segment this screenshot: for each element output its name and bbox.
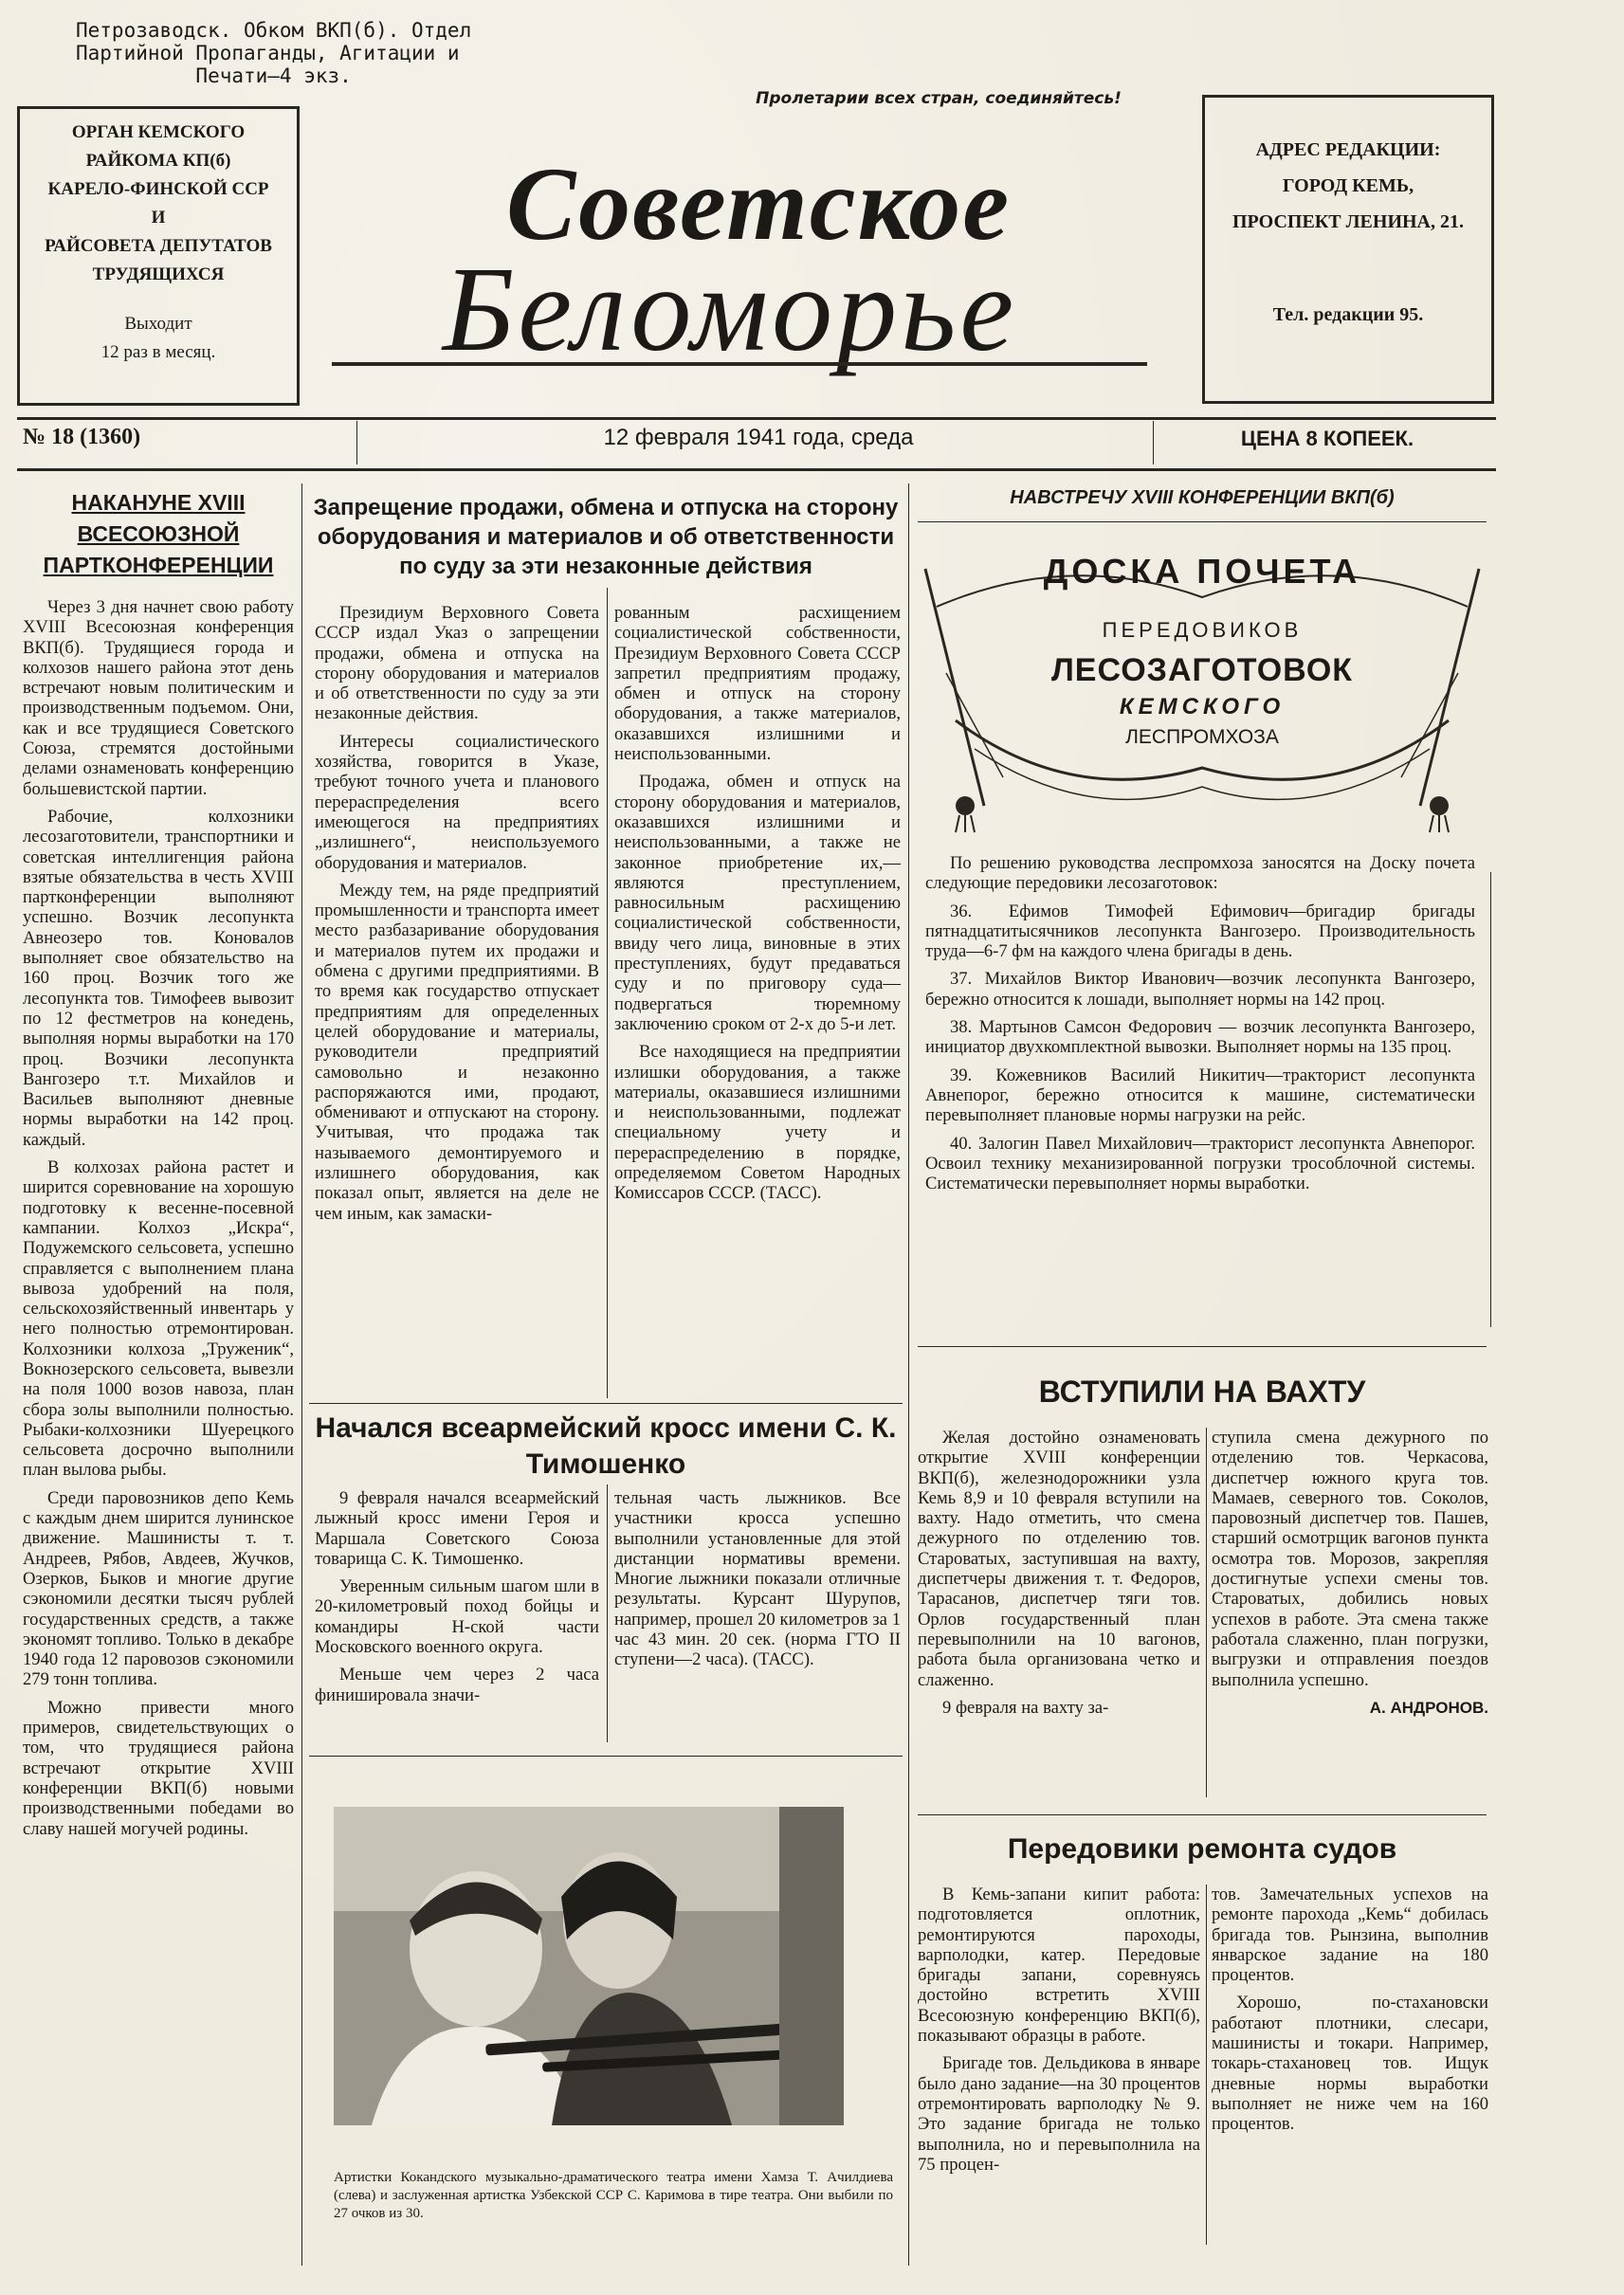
motto: Пролетарии всех стран, соединяйтесь! (756, 89, 1122, 108)
repair-column-divider (1206, 1885, 1207, 2245)
archive-stamp: Петрозаводск. Обком ВКП(б). Отдел Партийной Пропаганды, Агитации и Печати—4 экз. (76, 19, 472, 87)
honor-line3: ЛЕСОЗАГОТОВОК (1050, 652, 1354, 688)
watch-headline: ВСТУПИЛИ НА ВАХТУ (1038, 1375, 1366, 1409)
honor-banner: НАВСТРЕЧУ XVIII КОНФЕРЕНЦИИ ВКП(б) (1010, 487, 1395, 508)
publisher-line: И (151, 208, 166, 228)
paragraph: Продажа, обмен и отпуск на сторону оборудования и материалов, оказавшихся излишними и неиспользованными, а также не законное приобретение их,—являются преступлением, равносильным расхищению социалистической собственности, ввиду чего лица, виновные в этих преступлениях, будут предаваться суду и по приговору суда—подвергаться тюремному заключению сроком от 2-х до 5-и лет. (614, 772, 901, 1034)
honor-list (925, 853, 1475, 1327)
photo-illustration (334, 1807, 844, 2125)
watch-column-1 (918, 1428, 1200, 1807)
publisher-line: РАЙКОМА КП(б) (85, 151, 231, 171)
address-line2: ГОРОД КЕМЬ, (1282, 175, 1414, 196)
honor-title: ДОСКА ПОЧЕТА (1043, 552, 1361, 591)
paragraph: Рабочие, колхозники лесозаготовители, транспортники и советская интеллигенция района взятые обязательства в честь XVIII партконференции выполняют успешно. Возчик лесопункта Авнеозеро тов. Коновалов выполняет свое обязательство на 160 проц. Возчик того же лесопункта тов. Тимофеев вывозит по 12 фестметров на конедень, выполняя нормы выработки на 170 проц. Возчики лесопункта Вангозеро т.т. Михайлов и Васильев выполняют дневные нормы выработки на 142 проц. каждый. (23, 806, 294, 1150)
left-article-headline: НАКАНУНЕ XVIII ВСЕСОЮЗНОЙ ПАРТКОНФЕРЕНЦИИ (43, 490, 274, 577)
list-item: 39. Кожевников Василий Никитич—тракторист лесопункта Авнепорог, бережно относится к машине, систематически перевыполняет плановые нормы нагрузки на рейс. (925, 1065, 1475, 1126)
paragraph: Можно привести много примеров, свидетельствующих о том, что трудящиеся района встречают открытие XVIII конференции ВКП(б) новыми производственными победами во славу нашей могучей родины. (23, 1697, 294, 1839)
paragraph: ступила смена дежурного по отделению тов. Черкасова, диспетчер южного круга тов. Мамаев, северного тов. Соколов, паровозный диспетчер тов. Пашев, старший осмотрщик вагонов пункта осмотра тов. Морозов, закрепляя достигнутые успехи смены тов. Староватых, добились новых успехов в работе. Эта смена также работала слаженно, план погрузки, выгрузки и отправления поездов выполнила успешно. (1212, 1428, 1488, 1690)
issue-date: 12 февраля 1941 года, среда (603, 425, 914, 450)
column-divider-1 (301, 483, 302, 2266)
photo-actresses-shooting (334, 1807, 844, 2125)
paragraph: В колхозах района растет и ширится соревнование на хорошую подготовку к весенне-посевной кампании. Колхоз „Искра“, Подужемского сельсовета, успешно справляется с выполнением плана вывоза удобрений на поля, сельскохозяйственный инвентарь у него полностью отремонтирован. Колхозники колхоза „Труженик“, Вокнозерского сельсовета, вывезли на поля 1000 возов навоза, план сбора золы выполнили полностью. Рыбаки-колхозники Шуерецкого сельсовета досрочно выполнили план вылова рыбы. (23, 1157, 294, 1481)
masthead-line1: Советское (505, 146, 1012, 262)
cross-headline: Начался всеармейский кросс имени С. К. Тимошенко (315, 1412, 897, 1480)
paragraph: По решению руководства леспромхоза заносятся на Доску почета следующие передовики лесозаготовок: (925, 853, 1475, 894)
left-article-body (23, 597, 294, 2237)
publisher-line: ТРУДЯЩИХСЯ (92, 264, 225, 284)
decree-column-1 (315, 603, 599, 1397)
publisher-line: 12 раз в месяц. (100, 342, 216, 362)
address-line1: АДРЕС РЕДАКЦИИ: (1255, 139, 1441, 160)
masthead-line2: Беломорье (442, 242, 1018, 376)
cross-column-divider (607, 1484, 608, 1742)
paragraph: Через 3 дня начнет свою работу XVIII Всесоюзная конференция ВКП(б). Трудящиеся города и колхозов нашего района этот день встречают новым политическим и производственным подъемом. Они, как и все трудящиеся Советского Союза, стремятся достойными делами ознаменовать конференцию большевистской партии. (23, 597, 294, 799)
repair-headline: Передовики ремонта судов (1007, 1833, 1397, 1865)
issue-number: № 18 (1360) (23, 425, 141, 449)
paragraph: Уверенным сильным шагом шли в 20-километровый поход бойцы и командиры Н-ской части Московского военного округа. (315, 1576, 599, 1658)
publisher-info (27, 118, 289, 367)
paragraph: тов. Замечательных успехов на ремонте парохода „Кемь“ добилась бригада тов. Рынзина, выполнив январское задание на 180 процентов. (1212, 1885, 1488, 1986)
watch-bottom-rule (918, 1814, 1487, 1815)
paragraph: тельная часть лыжников. Все участники кросса успешно выполнили установленные для этой дистанции нормативы времени. Многие лыжники показали отличные результаты. Курсант Шурупов, например, прошел 20 километров за 1 час 43 мин. 20 сек. (норма ГТО II ступени—2 часа). (ТАСС). (614, 1488, 901, 1670)
decree-headline: Запрещение продажи, обмена и отпуска на сторону оборудования и материалов и об ответственности по суду за эти незаконные действия (313, 495, 899, 579)
honor-line2: ПЕРЕДОВИКОВ (1102, 618, 1303, 642)
decree-column-2 (614, 603, 901, 1397)
repair-column-2 (1212, 1885, 1488, 2264)
honor-side-rule (1490, 872, 1491, 1327)
price: ЦЕНА 8 КОПЕЕК. (1240, 427, 1414, 450)
paragraph: Меньше чем через 2 часа финишировала значи- (315, 1665, 599, 1705)
paragraph: Президиум Верховного Совета СССР издал Указ о запрещении продажи, обмена и отпуска на сторону оборудования и материалов и об ответственности по суду за эти незаконные действия. (315, 603, 599, 724)
list-item: 38. Мартынов Самсон Федорович — возчик лесопункта Вангозеро, инициатор двухкомплектной вывозки. Выполняет нормы на 135 проц. (925, 1017, 1475, 1058)
publisher-line: РАЙСОВЕТА ДЕПУТАТОВ (45, 236, 272, 256)
phone-line: Тел. редакции 95. (1272, 304, 1424, 325)
paragraph: Бригаде тов. Дельдикова в январе было дано задание—на 30 процентов отремонтировать варполодку № 9. Это задание бригада не только выполнила, но и перевыполнила на 75 процен- (918, 2053, 1200, 2175)
repair-column-1 (918, 1885, 1200, 2264)
list-item: 37. Михайлов Виктор Иванович—возчик лесопункта Вангозеро, бережно относится к лошади, выполняет нормы на 142 проц. (925, 969, 1475, 1010)
masthead (313, 142, 1185, 379)
address-line3: ПРОСПЕКТ ЛЕНИНА, 21. (1232, 211, 1464, 232)
issue-row-bottom-rule (17, 468, 1496, 471)
paragraph: Желая достойно ознаменовать открытие XVIII конференции ВКП(б), железнодорожники узла Кемь 8,9 и 10 февраля вступили на вахту. Надо отметить, что смена дежурного по отделению тов. Староватых, заступившая на вахту, диспетчеры движения т. т. Федоров, Тарасанов, диспетчер тяги тов. Орлов государственный план перевыполнили на 10 вагонов, работа была организована четко и слаженно. (918, 1428, 1200, 1690)
publisher-line: КАРЕЛО-ФИНСКОЙ ССР (47, 179, 269, 199)
publisher-box (17, 106, 300, 406)
decree-column-divider (607, 588, 608, 1398)
decree-bottom-rule (309, 1403, 903, 1404)
watch-column-2 (1212, 1428, 1488, 1807)
paragraph: 9 февраля начался всеармейский лыжный кросс имени Героя и Маршала Советского Союза товарища С. К. Тимошенко. (315, 1488, 599, 1569)
publisher-line: Выходит (124, 314, 192, 334)
masthead-underline (332, 362, 1147, 366)
honor-board-graphic (918, 531, 1487, 834)
honor-bottom-rule (918, 1346, 1487, 1347)
price-divider (1153, 421, 1154, 464)
cross-column-1 (315, 1488, 599, 1744)
publisher-line: ОРГАН КЕМСКОГО (71, 122, 246, 142)
paragraph: 9 февраля на вахту за- (942, 1697, 1109, 1718)
honor-line5: ЛЕСПРОМХОЗА (1125, 726, 1279, 748)
photo-caption: Артистки Кокандского музыкально-драматического театра имени Хамза Т. Ачилдиева (слева) и заслуженная артистка Узбекской ССР С. Каримова в тире театра. Они выбили по 27 очков из 30. (334, 2170, 893, 2221)
issue-row-top-rule (17, 417, 1496, 420)
paragraph: Интересы социалистического хозяйства, говорится в Указе, требуют точного учета и планового перераспределения всего имеющегося на предприятиях „излишнего“, неиспользуемого оборудования и материалов. (315, 731, 599, 873)
column-divider-2 (908, 483, 909, 2266)
paragraph: Хорошо, по-стахановски работают плотники, слесари, машинисты и токари. Например, токарь-стахановец тов. Ищук дневные нормы выработки выполняет не ниже чем на 160 процентов. (1212, 1993, 1488, 2135)
paragraph: рованным расхищением социалистической собственности, Президиум Верховного Совета СССР запретил предприятиям продажу, обмен и отпуск на сторону оборудования, а также материалов, оказавшихся излишними и неиспользованными. (614, 603, 901, 765)
watch-column-divider (1206, 1428, 1207, 1797)
address-box (1202, 95, 1494, 404)
honor-banner-rule (918, 521, 1487, 522)
list-item: 40. Залогин Павел Михайлович—тракторист лесопункта Авнепорог. Освоил технику механизированной погрузки трособлочной системы. Систематически перевыполняет нормы выработки. (925, 1133, 1475, 1194)
paragraph: Среди паровозников депо Кемь с каждым днем ширится лунинское движение. Машинисты т. т. Андреев, Рябов, Авдеев, Жучков, Озерков, Быков и многие другие сэкономили десятки тысяч рублей государственных средств, а также экономят топливо. Только в декабре 1940 года 12 паровозов сэкономили 279 тонн топлива. (23, 1487, 294, 1690)
cross-column-2 (614, 1488, 901, 1744)
paragraph: Все находящиеся на предприятии излишки оборудования, а также материалы, оказавшиеся излишними и неиспользованными, подлежат специальному учету и перераспределению в порядке, определяемом Советом Народных Комиссаров СССР. (ТАСС). (614, 1042, 901, 1204)
paragraph: Между тем, на ряде предприятий промышленности и транспорта имеет место разбазаривание оборудования и материалов путем их продажи и обмена с другими предприятиями. В то время как государство отпускает предприятиям для определенных целей оборудование и материалы, руководители предприятий самовольно и незаконно распоряжаются ими, продают, обменивают и отпускают на сторону. Учитывая, что продажа так называемого демонтируемого и излишнего оборудования, как показал опыт, является на деле не чем иным, как замаски- (315, 880, 599, 1224)
signature: А. АНДРОНОВ. (1369, 1698, 1488, 1717)
list-item: 36. Ефимов Тимофей Ефимович—бригадир бригады пятнадцатитысячников лесопункта Вангозеро. Производительность труда—6-7 фм на каждого члена бригады в день. (925, 901, 1475, 962)
cross-bottom-rule (309, 1756, 903, 1757)
paragraph: В Кемь-запани кипит работа: подготовляется оплотник, ремонтируются пароходы, варполодки, катер. Передовые бригады запани, соревнуясь достойно встретить XVIII Всесоюзную конференцию ВКП(б), показывают образцы в работе. (918, 1885, 1200, 2047)
honor-line4: КЕМСКОГО (1119, 694, 1286, 719)
issue-divider (356, 421, 357, 464)
